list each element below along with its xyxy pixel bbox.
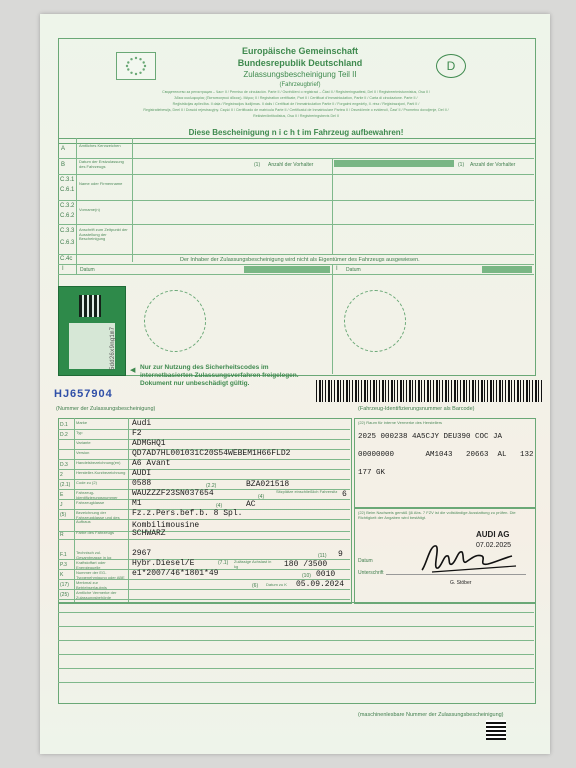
code-c62: C.6.2 <box>60 213 75 219</box>
field-label: Version <box>76 450 90 455</box>
field-code: K <box>60 572 64 578</box>
multilingual-line-3: Reģistrācijas apliecība. II daļa / Registracijos liudijimas. II dalis / Certificat de l'immatriculation Partie II / Forgalmi engedély, II. rész / Reġistrazzjoni, Parti II / <box>172 102 420 106</box>
field-label: Merkmal zur Betriebserlaubnis <box>76 580 107 590</box>
field-value: e1*2007/46*1801*49 <box>132 569 219 578</box>
footer-qr-code-icon <box>486 720 506 740</box>
i-right-bar <box>482 266 532 273</box>
code-c32: C.3.2 <box>60 203 75 209</box>
field-label: Hersteller-Kurzbezeichnung <box>76 470 126 475</box>
field-value: A6 Avant <box>132 459 171 468</box>
title-line-2: Bundesrepublik Deutschland <box>237 58 363 68</box>
field-code: R <box>60 532 64 538</box>
stamp-circle-left <box>144 290 206 352</box>
field-value: M1 <box>132 499 142 508</box>
stamp-circle-right <box>344 290 406 352</box>
field-row-line <box>58 479 350 480</box>
value-k2: 05.09.2024 <box>296 580 345 589</box>
field-code: (17) <box>60 582 69 588</box>
code-f1b: (7.1) <box>218 560 229 566</box>
field-value: Fz.z.Pers.bef.b. 8 Spl. <box>132 509 243 518</box>
datum-label: Datum <box>358 558 373 564</box>
code-seats: (4) <box>258 494 265 500</box>
field-value: AUDI <box>132 469 152 478</box>
label-seats: Sitzplätze einschließlich Fahrersitz <box>276 489 338 494</box>
field-code: P.3 <box>60 562 67 568</box>
field-code: D.2 <box>60 432 68 438</box>
field-label: Nummer der EG-Typgenehmigung oder ABE <box>76 570 125 580</box>
country-code-oval: D <box>436 54 466 78</box>
eu-flag-icon <box>116 52 156 80</box>
label-b: Datum der Erstzulassung des Fahrzeugs <box>79 159 124 169</box>
multilingual-line-4: Registratiebewijs, Deel II / Dowód rejestracyjny. Część II / Certificado de matrícula Parte II / Certificatul de înmatriculare Partea II / Osvedčenie o evidencii, Časť II / Prometno dovoljenje, Del II / <box>143 108 449 112</box>
code-k2: (6) <box>252 583 259 589</box>
signatory-name: G. Stöber <box>450 580 472 586</box>
multilingual-line-1: Свидетелство за регистрация – Част II / Permiso de circulación. Parte II / Osvědčení o registraci – Část II / Registreringsattest, Del II / Registreerimistunnistus, Osa II / <box>162 90 430 94</box>
code-c4c: C.4c <box>60 256 73 262</box>
qr-code-icon <box>79 295 101 317</box>
field-code: E <box>60 492 64 498</box>
field-value: 2967 <box>132 549 152 558</box>
field-label: Marke <box>76 420 88 425</box>
manufacturer-line-3: 177 GK <box>358 469 386 477</box>
field-value: QD7AD7HL001031C20S54WEBEM1H66FLD2 <box>132 449 291 458</box>
label-c33: Anschrift zum Zeitpunkt der Ausstellung der Bescheinigung <box>79 227 128 241</box>
field-row-line <box>58 519 350 520</box>
manufacturer-date: 07.02.2025 <box>476 542 512 549</box>
multilingual-line-5: Rekisteröintitodistus, Osa II / Registreringsbevis Del II <box>253 114 339 118</box>
subtitle: (Fahrzeugbrief) <box>279 82 321 88</box>
field-value: WAUZZZF23SN037654 <box>132 489 214 498</box>
footer-label: (maschinenlesbare Nummer der Zulassungsbescheinigung) <box>358 712 504 718</box>
label-c31: Name oder Firmenname <box>79 181 123 186</box>
field-code: J <box>60 502 63 508</box>
serial-number: HJ657904 <box>54 388 113 400</box>
i-left-bar <box>244 266 330 273</box>
manufacturer-line-2: 00000000 AM1043 20663 AL 132 <box>358 451 534 459</box>
manufacturer-line-1: 2025 000238 4A5CJY DEU390 COC JA <box>358 433 503 441</box>
security-code-strip <box>69 323 115 369</box>
field-value: F2 <box>132 429 142 438</box>
code-j2: (4) <box>216 503 223 509</box>
code-i-left: I <box>62 266 64 272</box>
registration-document <box>40 14 550 754</box>
code-b: B <box>61 162 66 168</box>
field-code: D.3 <box>60 462 68 468</box>
security-note: Nur zur Nutzung des Sicherheitscodes im internetbasierten Zulassungsverfahren freigelegen. Dokument nur unbeschädigt gültig. <box>140 364 299 387</box>
field-code: (5) <box>60 512 67 518</box>
value-seats: 6 <box>342 490 347 499</box>
label-i-right: Datum <box>346 267 361 273</box>
field-value: SCHWARZ <box>132 529 166 538</box>
field-code: (25) <box>60 592 69 598</box>
vin-barcode <box>316 380 542 402</box>
code-r2: (11) <box>318 553 327 559</box>
code-a: A <box>61 146 66 152</box>
b-num1-label: Anzahl der Vorhalter <box>268 162 314 168</box>
code-2-2: (2.2) <box>206 483 217 489</box>
vin-barcode-label: (Fahrzeug-Identifizierungsnummer als Barcode) <box>358 406 475 412</box>
serial-label: (Nummer der Zulassungsbescheinigung) <box>56 406 156 412</box>
label-i-left: Datum <box>80 267 95 273</box>
security-code-sticker <box>58 286 126 376</box>
label-f1b: Zulässige Achslast in kg <box>234 559 272 569</box>
b-num-bar <box>334 160 454 167</box>
field-label: Fahrzeug-Identifizierungsnummer <box>76 490 118 500</box>
b-num2: (1) <box>458 162 465 168</box>
code-i-right: I <box>336 266 338 272</box>
title-line-1: Europäische Gemeinschaft <box>241 46 359 56</box>
field-label: Technisch zul. Gesamtmasse in kg <box>76 550 112 560</box>
confirmation-label: (22) Beim Nachweis gemäß §6 Abs. 7 FZV ist die vollständige Ausstattung zu prüfen. Die Richtigkeit der Angaben wird bestätigt. <box>358 510 516 520</box>
field-value: ADMGHQ1 <box>132 439 166 448</box>
field-row-line <box>58 579 350 580</box>
c4c-text: Der Inhaber der Zulassungsbescheinigung wird nicht als Eigentümer des Fahrzeugs ausgewiesen. <box>180 257 420 263</box>
label-c32: Vorname(n) <box>79 207 100 212</box>
field-code: 2 <box>60 472 63 478</box>
manufacturer-company: AUDI AG <box>476 530 510 539</box>
field-row-line <box>58 599 350 600</box>
field-label: Amtliche Vermerke der Zulassungsbehörde <box>76 590 117 600</box>
warning-text: Diese Bescheinigung n i c h t im Fahrzeug aufbewahren! <box>188 128 404 137</box>
arrow-icon: ◀ <box>130 367 136 374</box>
field-label: Bezeichnung der Fahrzeugklasse und des Aufbaus <box>76 510 120 524</box>
title-line-3: Zulassungsbescheinigung Teil II <box>243 70 357 79</box>
field-value: Kombilimousine <box>132 521 200 530</box>
field-code: D.1 <box>60 422 68 428</box>
code-c61: C.6.1 <box>60 187 75 193</box>
field-row-line <box>58 539 350 540</box>
manufacturer-note-label: (22) Raum für interne Vermerke des Herstellers <box>358 420 443 425</box>
code-c31: C.3.1 <box>60 177 75 183</box>
code-c63: C.6.3 <box>60 240 75 246</box>
field-label: Typ <box>76 430 83 435</box>
field-label: Variante <box>76 440 91 445</box>
field-row-line <box>58 439 350 440</box>
signature-image <box>412 536 522 578</box>
field-label: Handelsbezeichnung(en) <box>76 460 121 465</box>
b-num2-label: Anzahl der Vorhalter <box>470 162 516 168</box>
multilingual-line-2: Άδεια κυκλοφορίας (Πιστοποιητικό άδειας). Μέρος II / Registration certificate, Part II / Certificat d'immatriculation, Partie II / Carta di circolazione. Parte II / <box>174 96 418 100</box>
value-r2: 9 <box>338 550 343 559</box>
value-p3b: 0010 <box>316 570 336 579</box>
field-label: Code zu (2) <box>76 480 97 485</box>
value-f1b: 180 /3500 <box>284 560 328 569</box>
security-code-text: 5dd26x9ng1m7 <box>109 326 117 371</box>
remarks-box <box>58 602 536 704</box>
field-value: Hybr.Diesel/E <box>132 559 195 568</box>
field-label: Farbe des Fahrzeugs <box>76 530 115 535</box>
code-c33: C.3.3 <box>60 228 75 234</box>
field-label: Fahrzeugklasse <box>76 500 105 505</box>
field-value: 0588 <box>132 479 152 488</box>
value-j2: AC <box>246 500 256 509</box>
label-a: Amtliches Kennzeichen <box>79 143 121 148</box>
unterschrift-label: Unterschrift <box>358 570 384 576</box>
field-code: F.1 <box>60 552 67 558</box>
field-row-line <box>58 429 350 430</box>
label-k2: Datum zu K <box>266 582 287 587</box>
value-2-2: BZA021518 <box>246 480 290 489</box>
field-value: Audi <box>132 419 152 428</box>
code-p3b: (10) <box>302 573 311 579</box>
b-num1: (1) <box>254 162 261 168</box>
field-code: (2.1) <box>60 482 71 488</box>
field-label: Kraftstoffart oder Energiequelle <box>76 560 106 570</box>
